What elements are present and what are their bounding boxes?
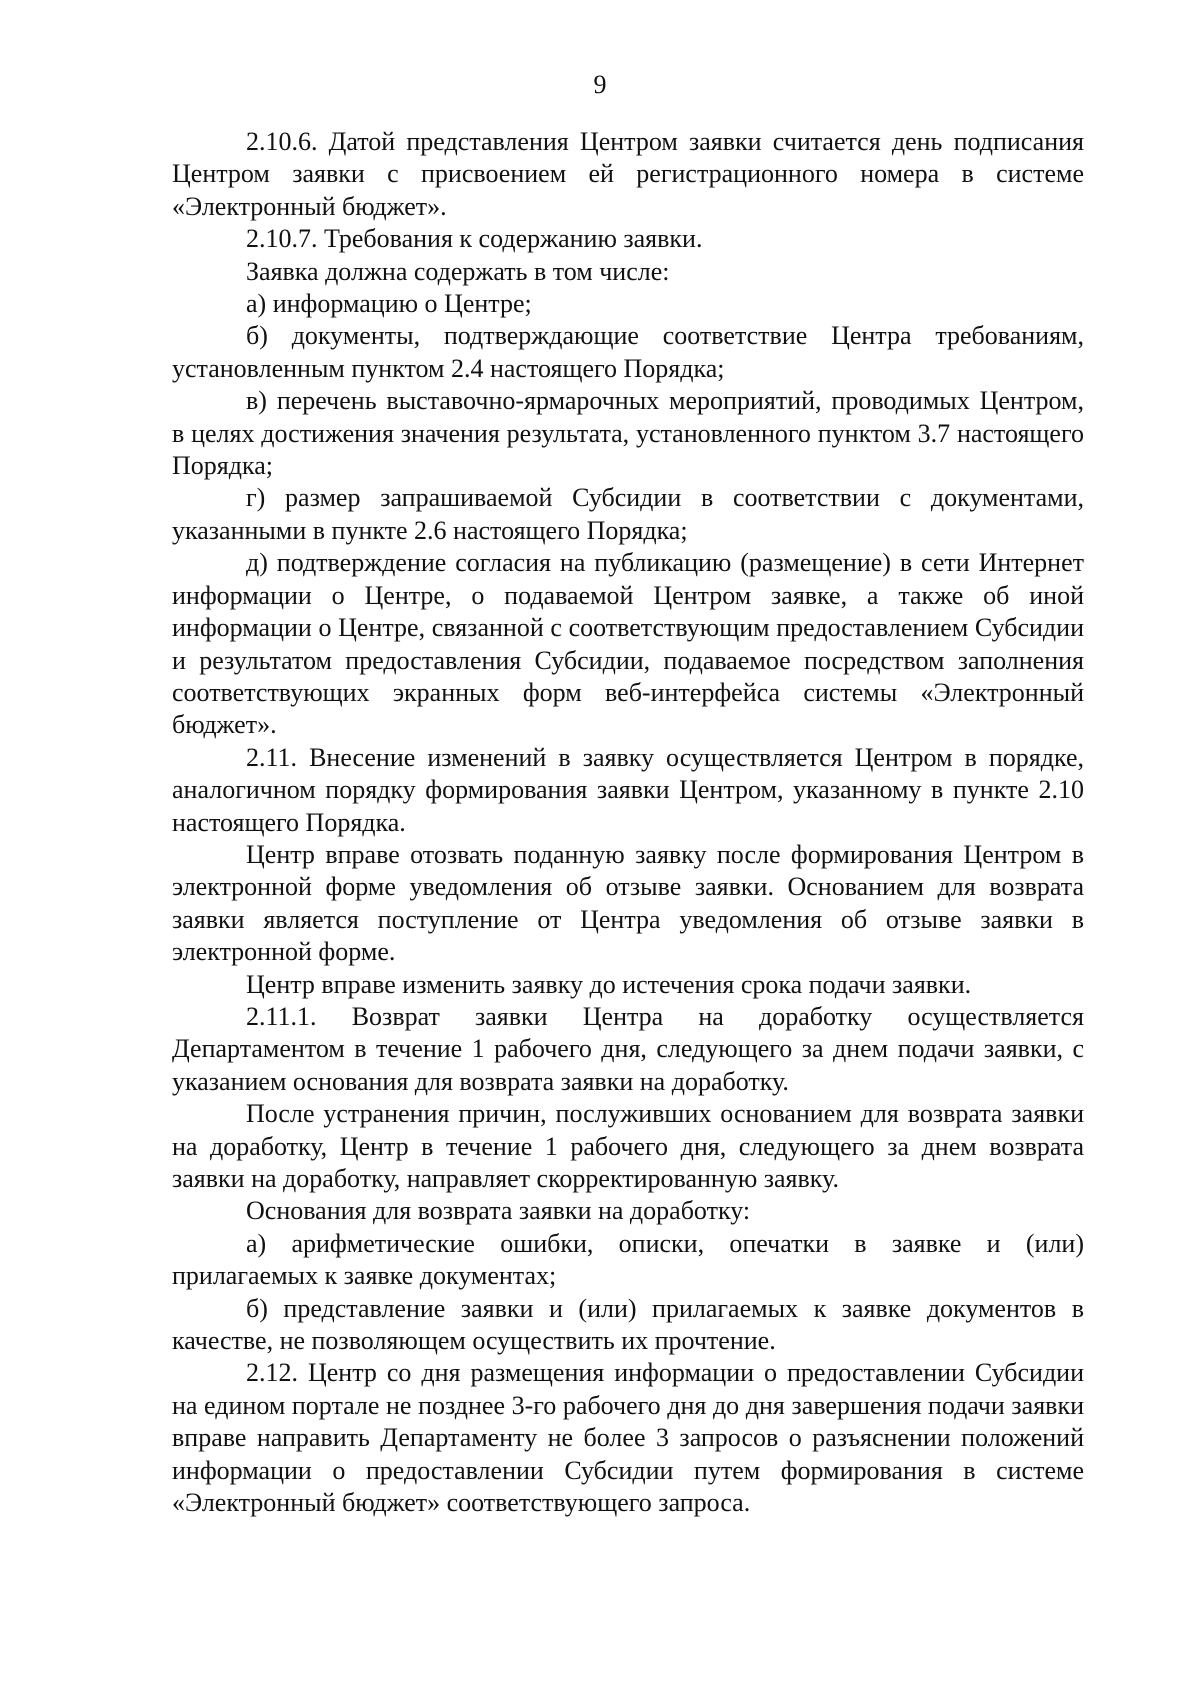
page-number: 9 <box>593 70 607 99</box>
paragraph-2-10-7: 2.10.7. Требования к содержанию заявки. <box>246 224 703 254</box>
paragraph-application-contents-intro: Заявка должна содержать в том числе: <box>246 256 670 286</box>
list-item-v: в) перечень выставочно-ярмарочных мероприятий, проводимых Центром, в целях достижения значения результата, установленного пунктом 3.7 настоящего Порядка; <box>172 386 1084 481</box>
document-body <box>172 126 1084 1519</box>
return-ground-b: б) представление заявки и (или) прилагаемых к заявке документов в качестве, не позволяющем осуществить их прочтение. <box>172 1293 1084 1356</box>
paragraph-withdraw-application: Центр вправе отозвать поданную заявку после формирования Центром в электронной форме уведомления об отзыве заявки. Основанием для возврата заявки является поступление от Центра уведомления об отзыве заявки в электронной форме. <box>172 839 1084 967</box>
paragraph-change-application: Центр вправе изменить заявку до истечения срока подачи заявки. <box>246 969 972 999</box>
list-item-g: г) размер запрашиваемой Субсидии в соответствии с документами, указанными в пункте 2.6 настоящего Порядка; <box>172 483 1084 545</box>
list-item-b: б) документы, подтверждающие соответствие Центра требованиям, установленным пунктом 2.4 настоящего Порядка; <box>172 321 1084 383</box>
paragraph-2-11-1: 2.11.1. Возврат заявки Центра на доработку осуществляется Департаментом в течение 1 рабочего дня, следующего за днем подачи заявки, с указанием основания для возврата заявки на доработку. <box>172 1001 1084 1096</box>
return-ground-a: а) арифметические ошибки, описки, опечатки в заявке и (или) прилагаемых к заявке документах; <box>172 1228 1084 1291</box>
paragraph-2-11: 2.11. Внесение изменений в заявку осуществляется Центром в порядке, аналогичном порядку формирования заявки Центром, указанному в пункте 2.10 настоящего Порядка. <box>172 742 1084 837</box>
list-item-d: д) подтверждение согласия на публикацию (размещение) в сети Интернет информации о Центре, о подаваемой Центром заявке, а также об иной информации о Центре, связанной с соответствующим предоставлением Субсидии и результатом предоставления Субсидии, подаваемое посредством заполнения соответствующих экранных форм веб-интерфейса системы «Электронный бюджет». <box>172 548 1084 740</box>
paragraph-2-12: 2.12. Центр со дня размещения информации о предоставлении Субсидии на едином портале не позднее 3-го рабочего дня до дня завершения подачи заявки вправе направить Департаменту не более 3 запросов о разъяснении положений информации о предоставлении Субсидии путем формирования в системе «Электронный бюджет» соответствующего запроса. <box>172 1358 1084 1518</box>
paragraph-after-correction: После устранения причин, послуживших основанием для возврата заявки на доработку, Центр в течение 1 рабочего дня, следующего за днем возврата заявки на доработку, направляет скорректированную заявку. <box>172 1099 1084 1193</box>
list-item-a: а) информацию о Центре; <box>246 289 532 319</box>
paragraph-return-grounds-intro: Основания для возврата заявки на доработку: <box>246 1196 751 1226</box>
paragraph-2-10-6: 2.10.6. Датой представления Центром заявки считается день подписания Центром заявки с присвоением ей регистрационного номера в системе «Электронный бюджет». <box>172 127 1084 221</box>
